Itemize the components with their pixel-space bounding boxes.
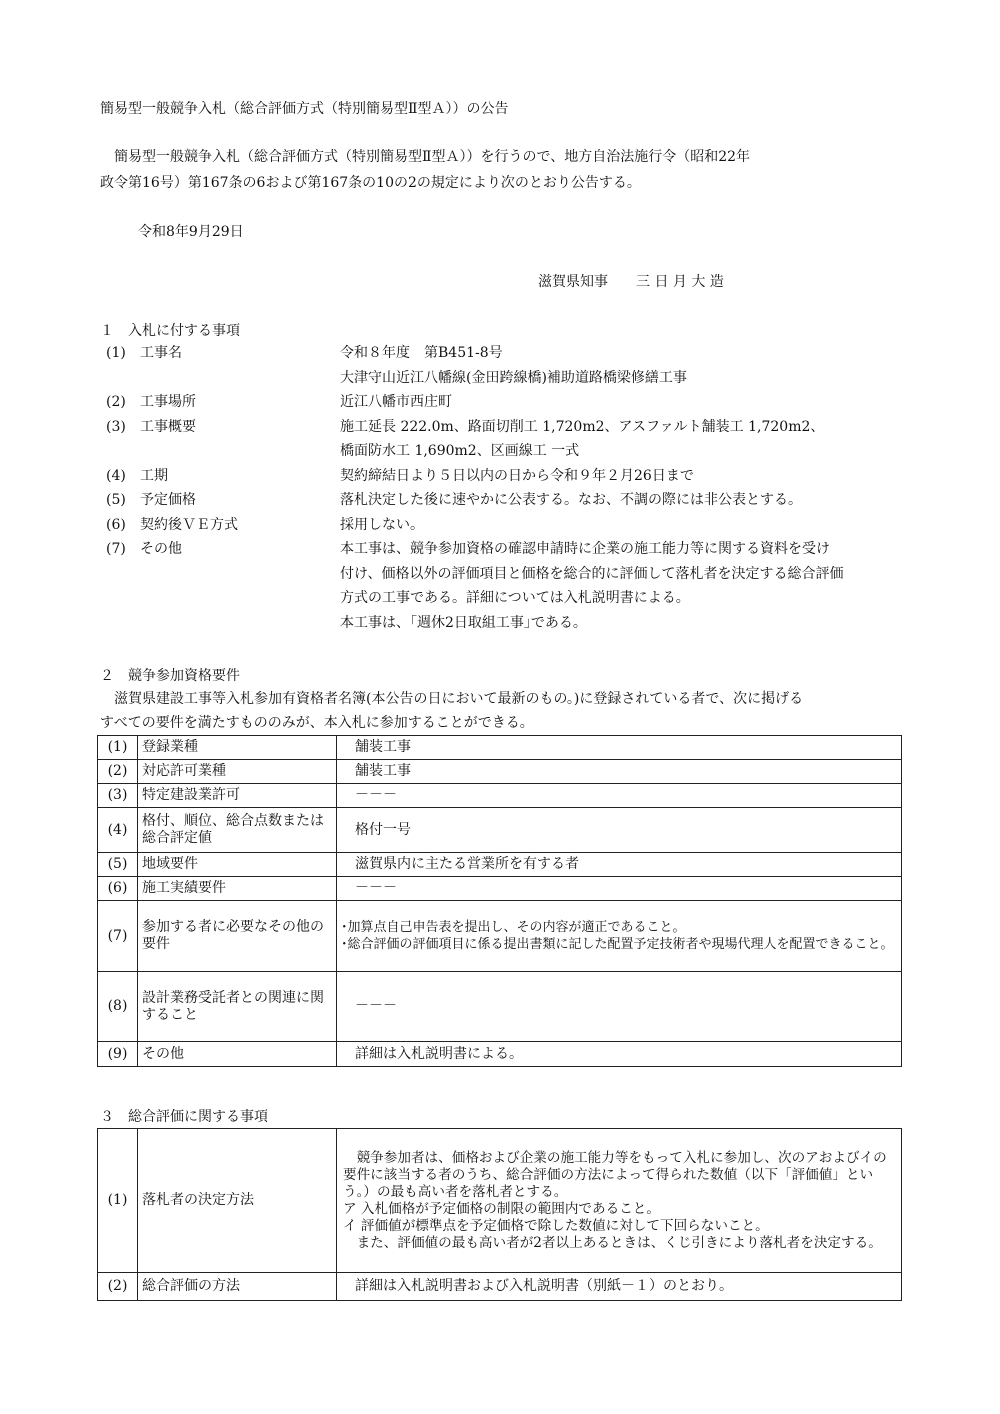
row-label: 格付、順位、総合点数または総合評定値 (138, 808, 337, 853)
table-row (98, 877, 902, 901)
table-row (98, 853, 902, 877)
row-number: (3) (98, 784, 138, 808)
table-row (98, 736, 902, 760)
item-label: 工事名 (140, 345, 182, 361)
item-number: (7) (106, 541, 126, 557)
row-number: (9) (98, 1042, 138, 1067)
row-label: 対応許可業種 (138, 760, 337, 784)
item-label: 工期 (140, 467, 168, 484)
section-1-row (100, 366, 902, 391)
section-1-heading: １ 入札に付する事項 (100, 323, 240, 339)
item-number: (4) (106, 467, 126, 484)
row-label: 登録業種 (138, 736, 337, 760)
item-value: 落札決定した後に速やかに公表する。なお、不調の際には非公表とする。 (340, 492, 802, 508)
section-3-heading: ３ 総合評価に関する事項 (100, 1109, 268, 1125)
section-1-row (100, 488, 902, 513)
section-1-row (100, 537, 902, 562)
section-1-row (100, 390, 902, 415)
section-1-row (100, 586, 902, 611)
item-number: (1) (106, 345, 126, 361)
row-label: 施工実績要件 (138, 877, 337, 901)
section-1-row (100, 341, 902, 366)
notice-date: 令和8年9月29日 (138, 224, 244, 240)
item-value: 契約締結日より５日以内の日から令和９年２月26日まで (340, 467, 694, 484)
section-2-intro-line-1: 滋賀県建設工事等入札参加有資格者名簿(本公告の日において最新のもの。)に登録されている者で、次に掲げる (100, 691, 804, 707)
item-value: 付け、価格以外の評価項目と価格を総合的に評価して落札者を決定する総合評価 (340, 565, 844, 582)
item-label: 契約後ＶＥ方式 (140, 516, 238, 533)
section-1-row (100, 562, 902, 587)
row-number: (5) (98, 853, 138, 877)
row-number: (8) (98, 972, 138, 1042)
row-value: ･加算点自己申告表を提出し、その内容が適正であること。 ･総合評価の評価項目に係る提出書類に記した配置予定技術者や現場代理人を配置できること。 (337, 901, 902, 972)
table-row (98, 784, 902, 808)
item-number: (3) (106, 418, 126, 435)
intro-line-1: 簡易型一般競争入札（総合評価方式（特別簡易型Ⅱ型Ａ））を行うので、地方自治法施行令（昭和22年 (100, 149, 751, 165)
row-value: 詳細は入札説明書による。 (337, 1042, 902, 1067)
item-value: 令和８年度 第B451-8号 (340, 345, 503, 361)
item-label: 工事概要 (140, 418, 196, 435)
item-label: 予定価格 (140, 492, 196, 508)
item-number: (6) (106, 516, 126, 533)
section-1-row (100, 513, 902, 538)
row-label: 設計業務受託者との関連に関すること (138, 972, 337, 1042)
item-value: 方式の工事である。詳細については入札説明書による。 (340, 590, 690, 606)
item-value: 本工事は、｢週休2日取組工事｣である。 (340, 614, 587, 631)
item-label: 工事場所 (140, 394, 196, 410)
item-value: 施工延長 222.0m、路面切削工 1,720m2、アスファルト舗装工 1,720m2、 (340, 418, 825, 435)
row-label: 落札者の決定方法 (138, 1129, 337, 1273)
row-value: －－－ (337, 784, 902, 808)
row-number: (6) (98, 877, 138, 901)
item-number: (2) (106, 394, 126, 410)
section-1-row (100, 415, 902, 440)
row-number: (1) (98, 1129, 138, 1273)
item-value: 採用しない。 (340, 516, 424, 533)
row-number: (2) (98, 1273, 138, 1301)
row-value: 滋賀県内に主たる営業所を有する者 (337, 853, 902, 877)
issuer-name: 滋賀県知事 三 日 月 大 造 (538, 274, 724, 290)
row-label: 総合評価の方法 (138, 1273, 337, 1301)
row-value: 舗装工事 (337, 760, 902, 784)
row-number: (2) (98, 760, 138, 784)
row-label: 地域要件 (138, 853, 337, 877)
table-row (98, 760, 902, 784)
evaluation-table (97, 1128, 902, 1301)
section-1-row (100, 611, 902, 636)
item-value: 橋面防水工 1,690m2、区画線工 一式 (340, 443, 580, 459)
section-2-heading: ２ 競争参加資格要件 (100, 668, 240, 684)
intro-line-2: 政令第16号）第167条の6および第167条の10の2の規定により次のとおり公告する。 (100, 175, 641, 191)
section-2-intro-line-2: すべての要件を満たすもののみが、本入札に参加することができる。 (100, 715, 534, 731)
item-value: 大津守山近江八幡線(金田跨線橋)補助道路橋梁修繕工事 (340, 369, 687, 386)
row-value: －－－ (337, 972, 902, 1042)
table-row (98, 901, 902, 972)
row-value: 舗装工事 (337, 736, 902, 760)
table-row (98, 808, 902, 853)
item-value: 近江八幡市西庄町 (340, 394, 452, 410)
row-label: 参加する者に必要なその他の要件 (138, 901, 337, 972)
row-value: 詳細は入札説明書および入札説明書（別紙－１）のとおり。 (337, 1273, 902, 1301)
row-label: 特定建設業許可 (138, 784, 337, 808)
row-label: その他 (138, 1042, 337, 1067)
item-number: (5) (106, 492, 126, 508)
section-1-row (100, 439, 902, 464)
row-number: (4) (98, 808, 138, 853)
table-row (98, 1129, 902, 1273)
row-value: 競争参加者は、価格および企業の施工能力等をもって入札に参加し、次のアおよびイの要件に該当する者のうち、総合評価の方法によって得られた数値（以下「評価値」という。）の最も高い者を落札者とする。 ア 入札価格が予定価格の制限の範囲内であること。 イ 評価値が標準点を予定価格で除した数値に対して下回らないこと。 また、評価値の最も高い者が2者以上あるときは、くじ引きにより落札者を決定する。 (337, 1129, 902, 1273)
row-value: －－－ (337, 877, 902, 901)
row-value: 格付一号 (337, 808, 902, 853)
notice-title: 簡易型一般競争入札（総合評価方式（特別簡易型Ⅱ型Ａ））の公告 (100, 101, 509, 117)
section-1-list (100, 341, 902, 635)
table-row (98, 972, 902, 1042)
item-label: その他 (140, 541, 182, 557)
table-row (98, 1273, 902, 1301)
item-value: 本工事は、競争参加資格の確認申請時に企業の施工能力等に関する資料を受け (340, 541, 830, 557)
row-number: (7) (98, 901, 138, 972)
table-row (98, 1042, 902, 1067)
row-number: (1) (98, 736, 138, 760)
section-1-row (100, 464, 902, 489)
qualification-table (97, 735, 902, 1067)
